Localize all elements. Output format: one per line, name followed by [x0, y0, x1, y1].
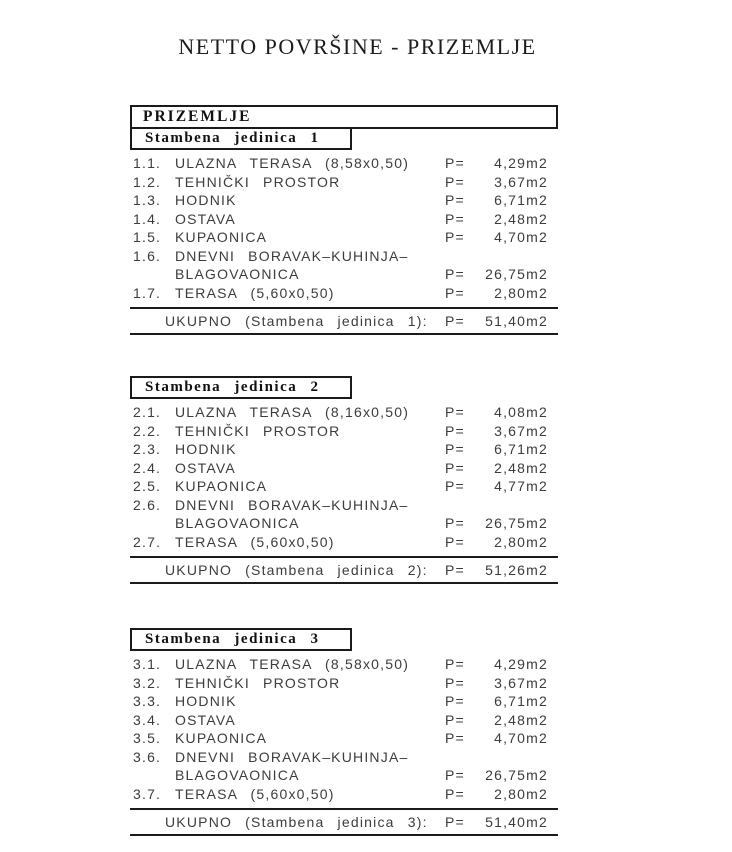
- row-number: 2.1.: [133, 404, 162, 420]
- row-label: TEHNIČKI PROSTOR: [175, 422, 341, 439]
- unit-header-label: Stambena jedinica 2: [145, 379, 320, 395]
- row-label-line2: BLAGOVAONICA: [175, 515, 300, 531]
- row-area: 6,71m2: [494, 693, 548, 709]
- table-row: [133, 711, 558, 730]
- unit-rows: [130, 651, 558, 803]
- row-label-line2: BLAGOVAONICA: [175, 266, 300, 282]
- table-row: [133, 210, 558, 229]
- row-label: OSTAVA: [175, 210, 236, 227]
- row-label: ULAZNA TERASA (8,16x0,50): [175, 404, 410, 420]
- row-p: P=: [445, 422, 465, 439]
- total-p: P=: [445, 814, 465, 830]
- unit-section: [130, 376, 558, 584]
- row-label: KUPAONICA: [175, 229, 268, 245]
- row-area: 2,80m2: [494, 533, 548, 550]
- row-number: 3.5.: [133, 730, 162, 746]
- row-area: 6,71m2: [494, 441, 548, 457]
- row-number: 3.7.: [133, 785, 162, 802]
- row-area: 3,67m2: [494, 173, 548, 190]
- row-p: P=: [445, 229, 465, 245]
- row-number: 2.3.: [133, 441, 162, 457]
- table-row: [133, 403, 558, 422]
- row-p: P=: [445, 533, 465, 550]
- row-label: KUPAONICA: [175, 478, 268, 494]
- row-area: 2,48m2: [494, 210, 548, 227]
- row-number: 1.3.: [133, 192, 162, 208]
- row-p: P=: [445, 785, 465, 802]
- floor-header-box: [130, 105, 558, 129]
- row-p: P=: [445, 441, 465, 457]
- row-number: 1.4.: [133, 210, 162, 227]
- row-p: P=: [445, 674, 465, 691]
- area-table: [130, 105, 558, 836]
- unit-rows: [130, 150, 558, 302]
- row-label: TEHNIČKI PROSTOR: [175, 173, 341, 190]
- row-area: 2,80m2: [494, 284, 548, 301]
- row-area: 2,80m2: [494, 785, 548, 802]
- row-area: 3,67m2: [494, 422, 548, 439]
- row-number: 2.6.: [133, 496, 162, 513]
- row-number: 3.2.: [133, 674, 162, 691]
- row-number: 1.2.: [133, 173, 162, 190]
- row-number: 3.4.: [133, 711, 162, 728]
- table-row: [133, 674, 558, 693]
- table-row: [133, 496, 558, 533]
- total-area: 51,40m2: [485, 814, 548, 830]
- unit-section: [130, 628, 558, 836]
- table-row: [133, 173, 558, 192]
- total-label: UKUPNO (Stambena jedinica 2):: [165, 562, 428, 578]
- table-row: [133, 692, 558, 711]
- row-area: 4,29m2: [494, 155, 548, 171]
- row-label: OSTAVA: [175, 711, 236, 728]
- row-p: P=: [445, 404, 465, 420]
- total-label: UKUPNO (Stambena jedinica 3):: [165, 814, 428, 830]
- row-area: 26,75m2: [485, 515, 548, 531]
- table-row: [133, 247, 558, 284]
- row-number: 1.7.: [133, 284, 162, 301]
- units-container: [130, 127, 558, 836]
- row-p: P=: [445, 266, 465, 282]
- row-number: 3.3.: [133, 693, 162, 709]
- row-label: KUPAONICA: [175, 730, 268, 746]
- row-p: P=: [445, 730, 465, 746]
- row-label: TERASA (5,60x0,50): [175, 533, 335, 550]
- table-row: [133, 785, 558, 804]
- row-label: DNEVNI BORAVAK–KUHINJA– BLAGOVAONICA: [175, 748, 445, 785]
- row-p: P=: [445, 459, 465, 476]
- row-label: HODNIK: [175, 693, 237, 709]
- unit-total-row: [130, 307, 558, 335]
- row-area: 4,70m2: [494, 229, 548, 245]
- page-title: NETTO POVRŠINE - PRIZEMLJE: [178, 34, 537, 59]
- row-p: P=: [445, 711, 465, 728]
- row-number: 1.1.: [133, 155, 162, 171]
- row-area: 26,75m2: [485, 266, 548, 282]
- row-p: P=: [445, 192, 465, 208]
- row-label: TERASA (5,60x0,50): [175, 785, 335, 802]
- row-area: 4,29m2: [494, 656, 548, 672]
- table-row: [133, 191, 558, 210]
- total-area: 51,26m2: [485, 562, 548, 578]
- row-label: DNEVNI BORAVAK–KUHINJA– BLAGOVAONICA: [175, 247, 445, 284]
- table-row: [133, 729, 558, 748]
- row-number: 1.5.: [133, 229, 162, 245]
- row-p: P=: [445, 284, 465, 301]
- row-number: 3.1.: [133, 656, 162, 672]
- row-p: P=: [445, 693, 465, 709]
- row-area: 2,48m2: [494, 459, 548, 476]
- total-label: UKUPNO (Stambena jedinica 1):: [165, 313, 428, 329]
- row-number: 2.5.: [133, 478, 162, 494]
- table-row: [133, 440, 558, 459]
- row-number: 2.2.: [133, 422, 162, 439]
- row-number: 3.6.: [133, 748, 162, 765]
- row-p: P=: [445, 515, 465, 531]
- row-number: 1.6.: [133, 247, 162, 264]
- row-area: 26,75m2: [485, 767, 548, 783]
- total-area: 51,40m2: [485, 313, 548, 329]
- row-area: 4,77m2: [494, 478, 548, 494]
- row-label: HODNIK: [175, 441, 237, 457]
- table-row: [133, 477, 558, 496]
- unit-rows: [130, 399, 558, 551]
- row-area: 4,70m2: [494, 730, 548, 746]
- floor-header-label: PRIZEMLJE: [143, 108, 252, 125]
- table-row: [133, 533, 558, 552]
- row-p: P=: [445, 173, 465, 190]
- unit-total-row: [130, 808, 558, 836]
- row-label: OSTAVA: [175, 459, 236, 476]
- table-row: [133, 655, 558, 674]
- unit-header-label: Stambena jedinica 3: [145, 631, 320, 647]
- row-p: P=: [445, 767, 465, 783]
- row-p: P=: [445, 155, 465, 171]
- row-area: 2,48m2: [494, 711, 548, 728]
- row-label: DNEVNI BORAVAK–KUHINJA– BLAGOVAONICA: [175, 496, 445, 533]
- row-p: P=: [445, 656, 465, 672]
- table-row: [133, 459, 558, 478]
- table-row: [133, 422, 558, 441]
- row-number: 2.4.: [133, 459, 162, 476]
- total-p: P=: [445, 313, 465, 329]
- row-label: TERASA (5,60x0,50): [175, 284, 335, 301]
- unit-total-row: [130, 556, 558, 584]
- row-label: ULAZNA TERASA (8,58x0,50): [175, 656, 410, 672]
- table-row: [133, 228, 558, 247]
- row-label-line2: BLAGOVAONICA: [175, 767, 300, 783]
- unit-header-box: [130, 376, 352, 399]
- table-row: [133, 284, 558, 303]
- table-row: [133, 748, 558, 785]
- row-label: HODNIK: [175, 192, 237, 208]
- unit-header-box: [130, 628, 352, 651]
- unit-header-label: Stambena jedinica 1: [145, 130, 320, 146]
- row-p: P=: [445, 478, 465, 494]
- row-p: P=: [445, 210, 465, 227]
- row-area: 4,08m2: [494, 404, 548, 420]
- row-number: 2.7.: [133, 533, 162, 550]
- row-label: ULAZNA TERASA (8,58x0,50): [175, 155, 410, 171]
- row-area: 3,67m2: [494, 674, 548, 691]
- unit-header-box: [130, 127, 352, 150]
- table-row: [133, 154, 558, 173]
- row-label: TEHNIČKI PROSTOR: [175, 674, 341, 691]
- row-area: 6,71m2: [494, 192, 548, 208]
- unit-section: [130, 127, 558, 335]
- total-p: P=: [445, 562, 465, 578]
